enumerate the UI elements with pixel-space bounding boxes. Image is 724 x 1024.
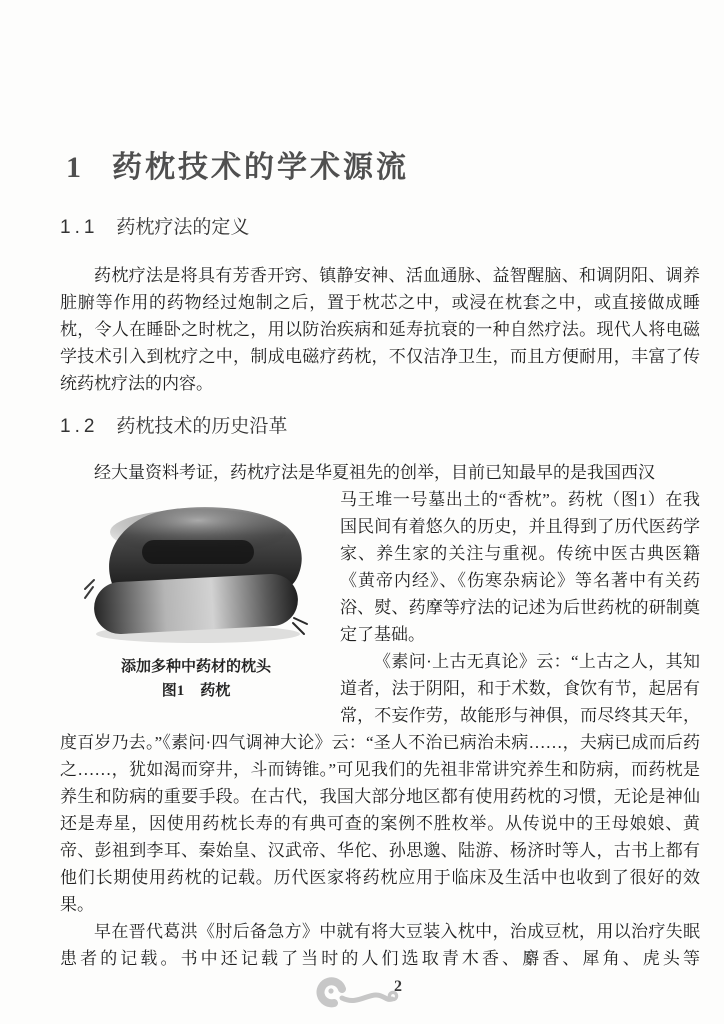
section-number: 1.2 <box>60 416 99 437</box>
section-title: 药枕技术的历史沿革 <box>116 416 288 437</box>
paragraph-history-continuation: 马王堆一号墓出土的“香枕”。药枕（图1）在我国民间有着悠久的历史，并且得到了历代医药学家、养生家的关注与重视。传统中医古典医籍《黄帝内经》、《伤寒杂病论》等名著中有关药浴、熨、药摩等疗法的记述为后世药枕的研制奠定了基础。 <box>340 490 700 644</box>
section-title: 药枕疗法的定义 <box>116 217 250 238</box>
figure-1 <box>78 492 314 702</box>
paragraph-history-lead-line: 经大量资料考证，药枕疗法是华夏祖先的创举，目前已知最早的是我国西汉 <box>94 463 655 482</box>
section-heading-1-2 <box>60 413 700 441</box>
figure-caption-description: 添加多种中药材的枕头 <box>120 659 271 675</box>
figure-label: 图1 <box>161 683 185 699</box>
figure-caption <box>78 656 314 702</box>
figure-text-flow <box>60 486 700 972</box>
chapter-title: 药枕技术的学术源流 <box>112 151 409 184</box>
page-number: 2 <box>394 978 402 995</box>
medicinal-pillow-photo <box>78 492 314 648</box>
paragraph-gehong: 早在晋代葛洪《肘后备急方》中就有将大豆装入枕中，治成豆枕，用以治疗失眠患者的记载。书中还记载了当时的人们选取青木香、麝香、犀角、虎头等 <box>60 922 700 968</box>
chapter-heading <box>66 148 700 188</box>
chapter-number: 1 <box>66 151 84 184</box>
section-number: 1.1 <box>60 217 99 238</box>
page-content <box>60 0 700 972</box>
page-footer <box>0 976 724 1008</box>
cloud-scroll-ornament-icon <box>314 976 402 1008</box>
paragraph-definition: 药枕疗法是将具有芳香开窍、镇静安神、活血通脉、益智醒脑、和调阴阳、调养脏腑等作用的药物经过炮制之后，置于枕芯之中，或浸在枕套之中，或直接做成睡枕，令人在睡卧之时枕之，用以防治疾病和延寿抗衰的一种自然疗法。现代人将电磁学技术引入到枕疗之中，制成电磁疗药枕，不仅洁净卫生，而且方便耐用，丰富了传统药枕疗法的内容。 <box>60 266 700 393</box>
figure-caption-label-row <box>78 680 314 702</box>
paragraph-suwen-quotes: 《素问·上古无真论》云：“上古之人，其知道者，法于阴阳，和于术数，食饮有节，起居有常，不妄作劳，故能形与神俱，而尽终其天年，度百岁乃去。”《素问·四气调神大论》云：“圣人不治已病治未病……，夫病已成而后药之……，犹如渴而穿井，斗而铸锥。”可见我们的先祖非常讲究养生和防病，而药枕是养生和防病的重要手段。在古代，我国大部分地区都有使用药枕的习惯，无论是神仙还是寿星，因使用药枕长寿的有典可查的案例不胜枚举。从传说中的王母娘娘、黄帝、彭祖到李耳、秦始皇、汉武帝、华佗、孙思邈、陆游、杨济时等人，古书上都有他们长期使用药枕的记载。历代医家将药枕应用于临床及生活中也收到了很好的效果。 <box>60 652 700 914</box>
section-heading-1-1 <box>60 214 700 242</box>
figure-name: 药枕 <box>200 683 231 699</box>
